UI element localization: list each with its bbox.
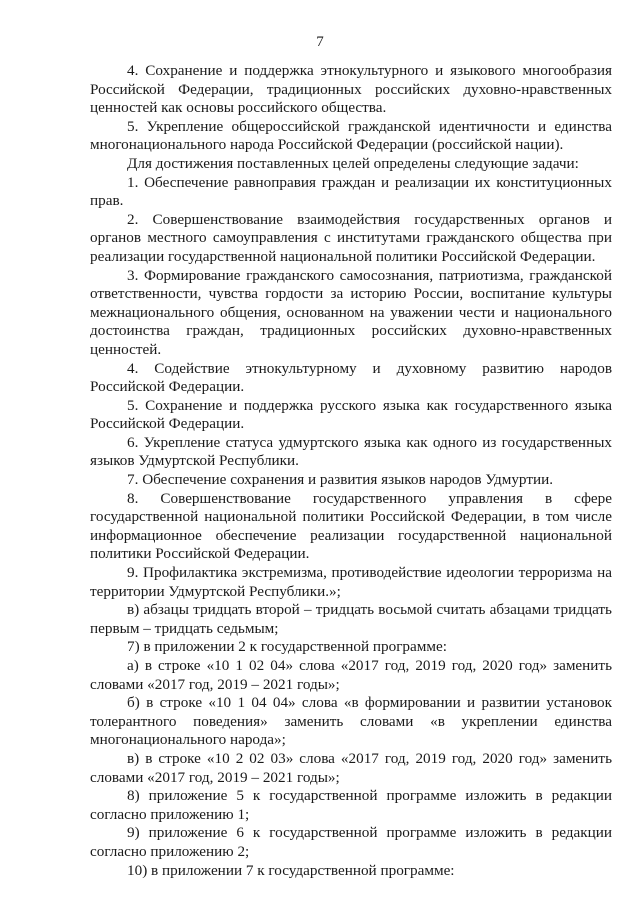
paragraph: 6. Укрепление статуса удмуртского языка как одного из государственных языков Удмуртской Республики. [90, 433, 612, 470]
paragraph: 4. Сохранение и поддержка этнокультурного и языкового многообразия Российской Федерации, традиционных российских духовно-нравственных ценностей как основы российского общества. [90, 62, 612, 117]
paragraph: в) в строке «10 2 02 03» слова «2017 год, 2019 год, 2020 год» заменить словами «2017 год, 2019 – 2021 годы»; [90, 749, 612, 786]
paragraph: 9) приложение 6 к государственной программе изложить в редакции согласно приложению 2; [90, 824, 612, 860]
paragraph: 3. Формирование гражданского самосознания, патриотизма, гражданской ответственности, чувства гордости за историю России, воспитание культуры межнационального общения, основанном на уважении чести и национального достоинства граждан, традиционных российских духовно-нравственных ценностей. [90, 266, 612, 358]
paragraph: 8. Совершенствование государственного управления в сфере государственной национальной политики Российской Федерации, в том числе информационное обеспечение реализации государственной национальной политики Российской Федерации. [90, 489, 612, 563]
paragraph: 7) в приложении 2 к государственной программе: [127, 638, 447, 656]
paragraph: Для достижения поставленных целей определены следующие задачи: [127, 154, 579, 172]
paragraph: 9. Профилактика экстремизма, противодействие идеологии терроризма на территории Удмуртской Республики.»; [90, 564, 612, 600]
page-number: 7 [316, 34, 324, 50]
paragraph: 8) приложение 5 к государственной программе изложить в редакции согласно приложению 1; [90, 787, 612, 823]
paragraph: а) в строке «10 1 02 04» слова «2017 год, 2019 год, 2020 год» заменить словами «2017 год, 2019 – 2021 годы»; [90, 657, 612, 693]
paragraph: б) в строке «10 1 04 04» слова «в формировании и развитии установок толерантного поведения» заменить словами «в укреплении единства многонационального народа»; [90, 694, 612, 749]
document-body [90, 62, 612, 880]
paragraph: 4. Содействие этнокультурному и духовному развитию народов Российской Федерации. [90, 359, 612, 396]
paragraph: 1. Обеспечение равноправия граждан и реализации их конституционных прав. [90, 173, 612, 210]
paragraph: 7. Обеспечение сохранения и развития языков народов Удмуртии. [127, 471, 554, 489]
paragraph: 2. Совершенствование взаимодействия государственных органов и органов местного самоуправления с институтами гражданского общества при реализации государственной национальной политики Российской Федерации. [90, 210, 612, 265]
paragraph: в) абзацы тридцать второй – тридцать восьмой считать абзацами тридцать первым – тридцать седьмым; [90, 601, 612, 637]
paragraph: 5. Сохранение и поддержка русского языка как государственного языка Российской Федерации. [90, 396, 612, 433]
paragraph: 10) в приложении 7 к государственной программе: [127, 861, 455, 879]
paragraph: 5. Укрепление общероссийской гражданской идентичности и единства многонационального народа Российской Федерации (российской нации). [90, 117, 612, 154]
